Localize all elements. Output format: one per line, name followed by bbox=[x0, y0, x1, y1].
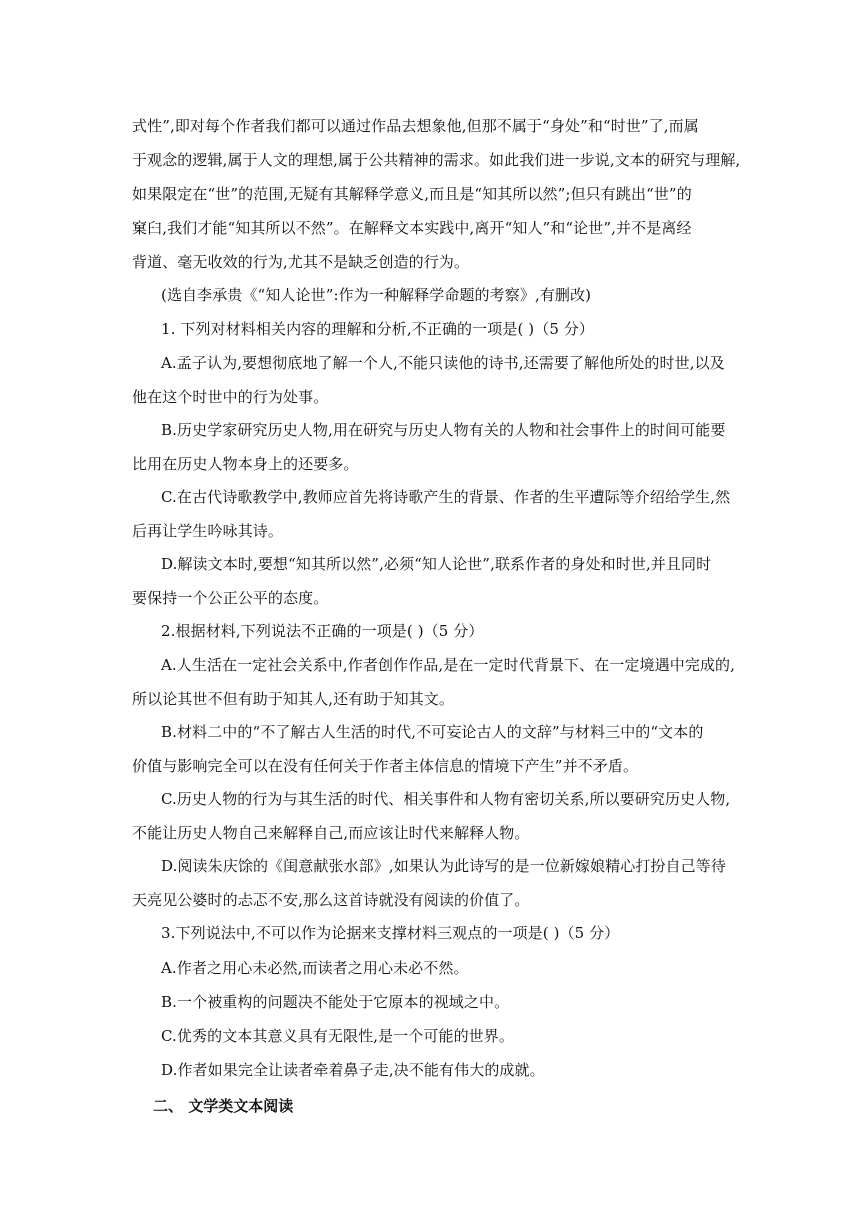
option-line: 价值与影响完全可以在没有任何关于作者主体信息的情境下产生”并不矛盾。 bbox=[132, 757, 639, 775]
option-line: 所以论其世不但有助于知其人,还有助于知其文。 bbox=[132, 690, 454, 708]
option-line: D.阅读朱庆馀的《闺意献张水部》,如果认为此诗写的是一位新嫁娘精心打扮自己等待 bbox=[161, 857, 726, 875]
source-citation: (选自李承贵《“知人论世”:作为一种解释学命题的考察》,有删改) bbox=[161, 286, 592, 304]
question-1-option-b bbox=[132, 413, 732, 481]
question-2-stem: 2.根据材料,下列说法不正确的一项是( )（5 分） bbox=[161, 622, 484, 640]
passage-intro bbox=[132, 109, 741, 279]
question-1-option-d bbox=[132, 547, 732, 615]
passage-line: 背道、毫无收效的行为,尤其不是缺乏创造的行为。 bbox=[132, 253, 470, 271]
option-line: 天亮见公婆时的忐忑不安,那么这首诗就没有阅读的价值了。 bbox=[132, 891, 530, 909]
passage-line: 窠臼,我们才能“知其所以不然”。在解释文本实践中,离开“知人”和“论世”,并不是离经 bbox=[132, 219, 692, 237]
option-line: 要保持一个公正公平的态度。 bbox=[132, 589, 329, 607]
question-2-option-b bbox=[132, 715, 732, 783]
question-1-option-a bbox=[132, 346, 732, 414]
question-1-option-c bbox=[132, 480, 732, 548]
question-3-option-d: D.作者如果完全让读者牵着鼻子走,决不能有伟大的成就。 bbox=[161, 1061, 545, 1079]
option-line: C.历史人物的行为与其生活的时代、相关事件和人物有密切关系,所以要研究历史人物, bbox=[161, 790, 731, 808]
question-3-option-a: A.作者之用心未必然,而读者之用心未必不然。 bbox=[161, 959, 469, 977]
passage-line: 式性”,即对每个作者我们都可以通过作品去想象他,但那不属于“身处”和“时世”了,而属 bbox=[132, 117, 699, 135]
question-3-option-c: C.优秀的文本其意义具有无限性,是一个可能的世界。 bbox=[161, 1027, 514, 1045]
question-2-option-d bbox=[132, 849, 732, 917]
option-line: 后再让学生吟咏其诗。 bbox=[132, 522, 284, 540]
option-line: B.材料二中的“不了解古人生活的时代,不可妄论古人的文辞”与材料三中的“文本的 bbox=[161, 723, 704, 741]
question-2-option-a bbox=[132, 648, 736, 716]
section-heading: 二、 文学类文本阅读 bbox=[153, 1097, 294, 1115]
option-line: B.历史学家研究历史人物,用在研究与历史人物有关的人物和社会事件上的时间可能要 bbox=[161, 421, 726, 439]
passage-line: 于观念的逻辑,属于人文的理想,属于公共精神的需求。如此我们进一步说,文本的研究与理解, bbox=[132, 151, 741, 169]
option-line: A.孟子认为,要想彻底地了解一个人,不能只读他的诗书,还需要了解他所处的时世,以及 bbox=[161, 354, 725, 372]
option-line: 比用在历史人物本身上的还要多。 bbox=[132, 455, 359, 473]
passage-line: 如果限定在“世”的范围,无疑有其解释学意义,而且是“知其所以然”;但只有跳出“世”的 bbox=[132, 185, 692, 203]
question-3-option-b: B.一个被重构的问题决不能处于它原本的视域之中。 bbox=[161, 993, 510, 1011]
question-2-option-c bbox=[132, 782, 732, 850]
option-line: 他在这个时世中的行为处事。 bbox=[132, 388, 329, 406]
question-1-stem: 1. 下列对材料相关内容的理解和分析,不正确的一项是( )（5 分） bbox=[161, 320, 595, 338]
option-line: 不能让历史人物自己来解释自己,而应该让时代来解释人物。 bbox=[132, 824, 530, 842]
option-line: A.人生活在一定社会关系中,作者创作作品,是在一定时代背景下、在一定境遇中完成的, bbox=[161, 656, 736, 674]
option-line: C.在古代诗歌教学中,教师应首先将诗歌产生的背景、作者的生平遭际等介绍给学生,然 bbox=[161, 488, 731, 506]
option-line: D.解读文本时,要想“知其所以然”,必须“知人论世”,联系作者的身处和时世,并且同时 bbox=[161, 555, 712, 573]
question-3-stem: 3.下列说法中,不可以作为论据来支撑材料三观点的一项是( )（5 分） bbox=[161, 924, 620, 942]
